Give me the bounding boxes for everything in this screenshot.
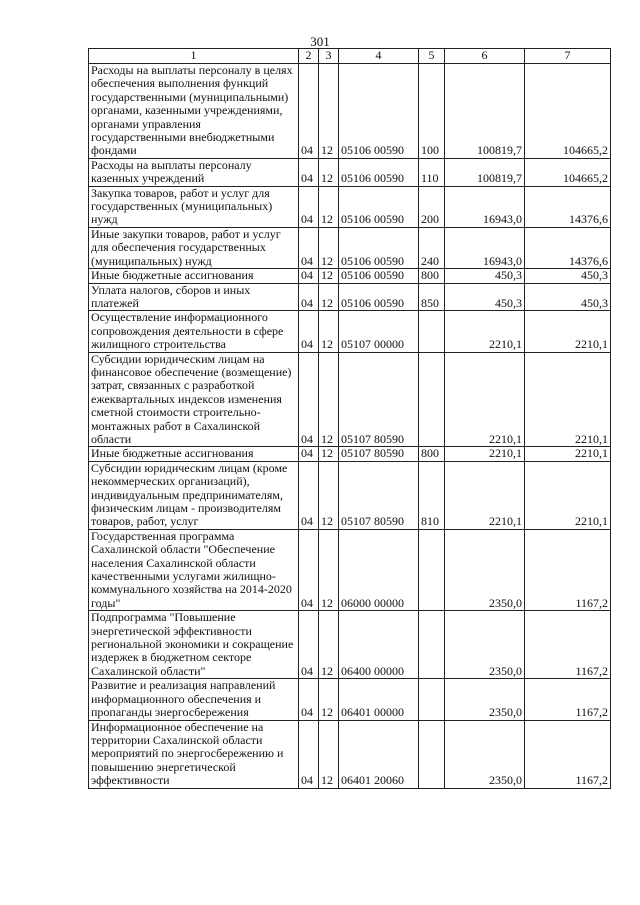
row-sum-2-cell: 2210,1	[525, 461, 611, 529]
row-expense-type-cell: 110	[419, 158, 445, 186]
row-target-article-cell: 05107 80590	[339, 447, 419, 461]
row-name-cell: Расходы на выплаты персоналу казенных учреждений	[89, 158, 299, 186]
row-name-cell: Закупка товаров, работ и услуг для государственных (муниципальных) нужд	[89, 186, 299, 227]
row-sum-2-cell: 14376,6	[525, 227, 611, 268]
row-sum-1-cell: 2210,1	[445, 447, 525, 461]
row-sum-1-cell: 2350,0	[445, 611, 525, 679]
row-target-article-cell: 06400 00000	[339, 611, 419, 679]
row-expense-type-cell	[419, 352, 445, 447]
row-name-cell: Иные закупки товаров, работ и услуг для обеспечения государственных (муниципальных) нужд	[89, 227, 299, 268]
row-subsection-cell: 12	[319, 352, 339, 447]
table-row	[89, 269, 611, 283]
row-sum-1-cell: 16943,0	[445, 186, 525, 227]
header-cell: 4	[339, 49, 419, 64]
row-sum-1-cell: 2350,0	[445, 679, 525, 720]
row-expense-type-cell	[419, 529, 445, 610]
row-subsection-cell: 12	[319, 611, 339, 679]
header-cell: 3	[319, 49, 339, 64]
row-sum-1-cell: 450,3	[445, 269, 525, 283]
row-target-article-cell: 05106 00590	[339, 283, 419, 311]
row-section-cell: 04	[299, 720, 319, 788]
row-expense-type-cell	[419, 720, 445, 788]
row-section-cell: 04	[299, 529, 319, 610]
row-target-article-cell: 05106 00590	[339, 186, 419, 227]
row-expense-type-cell: 810	[419, 461, 445, 529]
row-sum-2-cell: 450,3	[525, 283, 611, 311]
row-name-cell: Осуществление информационного сопровождения деятельности в сфере жилищного строительства	[89, 311, 299, 352]
row-name-cell: Иные бюджетные ассигнования	[89, 269, 299, 283]
row-target-article-cell: 05106 00590	[339, 158, 419, 186]
row-subsection-cell: 12	[319, 186, 339, 227]
table-header-row	[89, 49, 611, 64]
row-name-cell: Расходы на выплаты персоналу в целях обеспечения выполнения функций государственными (муниципальными) органами, казенными учреждениями, органами управления государственными внебюджетными фондами	[89, 64, 299, 159]
row-expense-type-cell: 850	[419, 283, 445, 311]
row-expense-type-cell	[419, 679, 445, 720]
row-target-article-cell: 05106 00590	[339, 64, 419, 159]
row-sum-2-cell: 2210,1	[525, 311, 611, 352]
row-target-article-cell: 05106 00590	[339, 227, 419, 268]
row-target-article-cell: 05107 80590	[339, 352, 419, 447]
row-subsection-cell: 12	[319, 447, 339, 461]
row-target-article-cell: 06401 20060	[339, 720, 419, 788]
row-subsection-cell: 12	[319, 269, 339, 283]
table-row	[89, 611, 611, 679]
header-cell: 7	[525, 49, 611, 64]
table-row	[89, 158, 611, 186]
row-sum-1-cell: 2210,1	[445, 311, 525, 352]
row-expense-type-cell: 800	[419, 447, 445, 461]
row-sum-2-cell: 2210,1	[525, 352, 611, 447]
row-name-cell: Субсидии юридическим лицам на финансовое обеспечение (возмещение) затрат, связанных с разработкой ежеквартальных индексов изменения сметной стоимости строительно-монтажных работ в Сахалинской области	[89, 352, 299, 447]
table-row	[89, 352, 611, 447]
row-sum-2-cell: 2210,1	[525, 447, 611, 461]
row-sum-1-cell: 2210,1	[445, 352, 525, 447]
row-sum-2-cell: 450,3	[525, 269, 611, 283]
row-sum-2-cell: 104665,2	[525, 158, 611, 186]
row-expense-type-cell: 100	[419, 64, 445, 159]
row-sum-2-cell: 1167,2	[525, 720, 611, 788]
table-row	[89, 64, 611, 159]
row-sum-1-cell: 2210,1	[445, 461, 525, 529]
row-subsection-cell: 12	[319, 529, 339, 610]
row-sum-2-cell: 1167,2	[525, 611, 611, 679]
row-subsection-cell: 12	[319, 679, 339, 720]
table-row	[89, 447, 611, 461]
header-cell: 1	[89, 49, 299, 64]
row-subsection-cell: 12	[319, 64, 339, 159]
row-name-cell: Иные бюджетные ассигнования	[89, 447, 299, 461]
row-sum-1-cell: 450,3	[445, 283, 525, 311]
table-row	[89, 679, 611, 720]
row-sum-2-cell: 14376,6	[525, 186, 611, 227]
table-row	[89, 720, 611, 788]
row-subsection-cell: 12	[319, 720, 339, 788]
row-target-article-cell: 05107 00000	[339, 311, 419, 352]
row-name-cell: Подпрограмма "Повышение энергетической эффективности региональной экономики и сокращение издержек в бюджетном секторе Сахалинской области"	[89, 611, 299, 679]
row-subsection-cell: 12	[319, 461, 339, 529]
header-cell: 5	[419, 49, 445, 64]
row-subsection-cell: 12	[319, 283, 339, 311]
row-section-cell: 04	[299, 158, 319, 186]
row-sum-2-cell: 104665,2	[525, 64, 611, 159]
page-number: 301	[310, 34, 330, 49]
row-section-cell: 04	[299, 352, 319, 447]
row-sum-1-cell: 2350,0	[445, 529, 525, 610]
row-name-cell: Информационное обеспечение на территории Сахалинской области мероприятий по энергосбережению и повышению энергетической эффективности	[89, 720, 299, 788]
table-row	[89, 186, 611, 227]
row-sum-1-cell: 16943,0	[445, 227, 525, 268]
table-row	[89, 529, 611, 610]
row-section-cell: 04	[299, 679, 319, 720]
table-row	[89, 227, 611, 268]
row-sum-2-cell: 1167,2	[525, 529, 611, 610]
row-target-article-cell: 06000 00000	[339, 529, 419, 610]
row-subsection-cell: 12	[319, 158, 339, 186]
row-sum-2-cell: 1167,2	[525, 679, 611, 720]
row-expense-type-cell	[419, 311, 445, 352]
table-row	[89, 283, 611, 311]
row-name-cell: Государственная программа Сахалинской области "Обеспечение населения Сахалинской области качественными услугами жилищно-коммунального хозяйства на 2014-2020 годы"	[89, 529, 299, 610]
row-name-cell: Субсидии юридическим лицам (кроме некоммерческих организаций), индивидуальным предпринимателям, физическим лицам - производителям товаров, работ, услуг	[89, 461, 299, 529]
row-section-cell: 04	[299, 311, 319, 352]
header-cell: 6	[445, 49, 525, 64]
row-sum-1-cell: 2350,0	[445, 720, 525, 788]
row-expense-type-cell: 240	[419, 227, 445, 268]
row-name-cell: Развитие и реализация направлений информационного обеспечения и пропаганды энергосбережения	[89, 679, 299, 720]
row-section-cell: 04	[299, 447, 319, 461]
table-row	[89, 311, 611, 352]
budget-table	[88, 48, 611, 789]
row-section-cell: 04	[299, 186, 319, 227]
row-section-cell: 04	[299, 227, 319, 268]
row-target-article-cell: 05106 00590	[339, 269, 419, 283]
row-subsection-cell: 12	[319, 227, 339, 268]
row-sum-1-cell: 100819,7	[445, 64, 525, 159]
row-sum-1-cell: 100819,7	[445, 158, 525, 186]
row-expense-type-cell: 800	[419, 269, 445, 283]
row-section-cell: 04	[299, 269, 319, 283]
row-target-article-cell: 05107 80590	[339, 461, 419, 529]
row-expense-type-cell	[419, 611, 445, 679]
header-cell: 2	[299, 49, 319, 64]
row-expense-type-cell: 200	[419, 186, 445, 227]
row-section-cell: 04	[299, 611, 319, 679]
row-subsection-cell: 12	[319, 311, 339, 352]
row-section-cell: 04	[299, 461, 319, 529]
row-section-cell: 04	[299, 283, 319, 311]
row-section-cell: 04	[299, 64, 319, 159]
row-name-cell: Уплата налогов, сборов и иных платежей	[89, 283, 299, 311]
row-target-article-cell: 06401 00000	[339, 679, 419, 720]
table-row	[89, 461, 611, 529]
